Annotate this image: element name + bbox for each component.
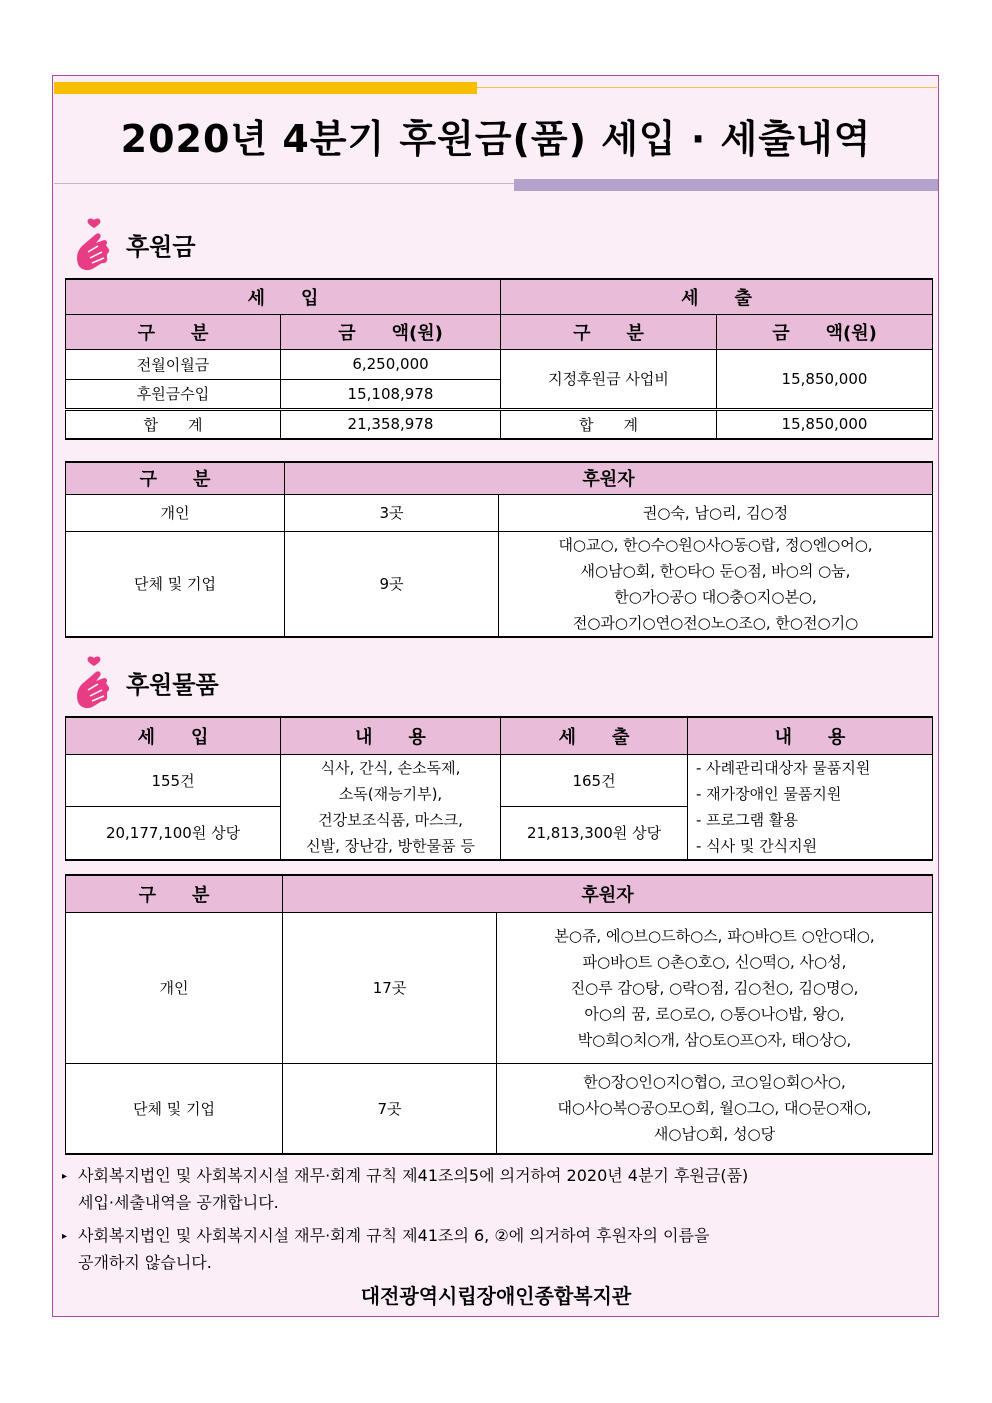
expense-count: 165건 <box>501 754 688 807</box>
donor-names-line: 본○쥬, 에○브○드하○스, 파○바○트 ○안○대○, <box>554 926 875 945</box>
donor-names-line: 한○장○인○지○협○, 코○일○회○사○, <box>583 1073 846 1092</box>
column-header-category: 구 분 <box>501 314 717 349</box>
column-header-category: 구 분 <box>66 875 283 912</box>
column-header-donor: 후원자 <box>283 875 933 912</box>
donor-names-line: 전○과○기○연○전○노○조○, 한○전○기○ <box>572 613 859 632</box>
donation-goods-table <box>65 716 933 861</box>
income-header: 세 입 <box>66 279 501 314</box>
donor-category: 개인 <box>66 494 285 531</box>
donor-names-line: 한○가○공○ 대○충○지○본○, <box>614 587 817 606</box>
income-value: 20,177,100원 상당 <box>66 807 281 860</box>
section-heading-donations <box>74 218 196 272</box>
goods-item-line: 신발, 장난감, 방한물품 등 <box>306 836 475 855</box>
goods-use-line: - 사례관리대상자 물품지원 <box>696 758 871 777</box>
donor-names <box>497 1063 933 1154</box>
donor-count: 3곳 <box>285 494 499 531</box>
goods-item-line: 건강보조식품, 마스크, <box>318 810 463 829</box>
expense-amount: 15,850,000 <box>717 349 933 409</box>
donor-category: 단체 및 기업 <box>66 1063 283 1154</box>
column-header-amount: 금 액(원) <box>717 314 933 349</box>
donor-count: 7곳 <box>283 1063 497 1154</box>
donation-money-table <box>65 278 933 440</box>
donor-names <box>497 912 933 1063</box>
column-header-donor: 후원자 <box>285 462 933 494</box>
goods-item-line: 소독(재능기부), <box>338 784 443 803</box>
note-line: 세입·세출내역을 공개합니다. <box>78 1192 279 1212</box>
section-heading-goods <box>74 656 219 710</box>
goods-use-line: - 식사 및 간식지원 <box>696 836 818 855</box>
income-total: 21,358,978 <box>281 409 501 439</box>
total-label: 합 계 <box>66 409 281 439</box>
goods-item-line: 식사, 간식, 손소독제, <box>320 758 461 777</box>
decorative-yellow-line <box>477 87 937 88</box>
note-line: 공개하지 않습니다. <box>78 1252 212 1272</box>
table-cell: 후원금수입 <box>66 379 281 409</box>
table-cell: 6,250,000 <box>281 349 501 379</box>
organization-name: 대전광역시립장애인종합복지관 <box>360 1284 632 1308</box>
decorative-yellow-bar <box>54 82 477 94</box>
bullet-icon: ▸ <box>62 1230 68 1242</box>
donor-names-line: 진○루 감○탕, ○락○점, 김○천○, 김○명○, <box>570 978 859 997</box>
donor-names-line: 대○교○, 한○수○원○사○동○랍, 정○엔○어○, <box>558 535 873 554</box>
goods-use-line: - 재가장애인 물품지원 <box>696 784 842 803</box>
donor-names-line: 박○희○치○개, 삼○토○프○자, 태○상○, <box>577 1030 852 1049</box>
content-header: 내 용 <box>688 717 933 754</box>
column-header-category: 구 분 <box>66 314 281 349</box>
expense-value: 21,813,300원 상당 <box>501 807 688 860</box>
section-label: 후원금 <box>126 233 196 261</box>
donor-names-line: 아○의 꿈, 로○로○, ○통○나○밥, 왕○, <box>584 1004 845 1023</box>
expense-header: 세 출 <box>501 279 933 314</box>
donor-count: 17곳 <box>283 912 497 1063</box>
content-header: 내 용 <box>281 717 501 754</box>
finger-heart-icon <box>74 218 114 272</box>
note-privacy <box>62 1223 709 1276</box>
column-header-category: 구 분 <box>66 462 285 494</box>
expense-total: 15,850,000 <box>717 409 933 439</box>
expense-header: 세 출 <box>501 717 688 754</box>
donor-names-line: 새○남○회, 성○당 <box>653 1125 776 1144</box>
donor-category: 개인 <box>66 912 283 1063</box>
donor-table-goods <box>65 874 933 1155</box>
expense-item: 지정후원금 사업비 <box>501 349 717 409</box>
goods-use-line: - 프로그램 활용 <box>696 810 798 829</box>
note-line: 사회복지법인 및 사회복지시설 재무·회계 규칙 제41조의5에 의거하여 2020년 4분기 후원금(품) <box>78 1166 749 1185</box>
donor-names-line: 파○바○트 ○촌○호○, 신○떡○, 사○성, <box>582 952 847 971</box>
decorative-divider <box>54 183 514 184</box>
finger-heart-icon <box>74 656 114 710</box>
income-header: 세 입 <box>66 717 281 754</box>
donor-names: 권○숙, 남○리, 김○정 <box>499 494 933 531</box>
donor-names <box>499 531 933 637</box>
table-cell: 전월이월금 <box>66 349 281 379</box>
total-label: 합 계 <box>501 409 717 439</box>
donor-names-line: 대○사○복○공○모○회, 월○그○, 대○문○재○, <box>557 1099 872 1118</box>
column-header-amount: 금 액(원) <box>281 314 501 349</box>
goods-items <box>281 754 501 860</box>
bullet-icon: ▸ <box>62 1170 68 1182</box>
goods-uses <box>688 754 933 860</box>
table-cell: 15,108,978 <box>281 379 501 409</box>
decorative-purple-bar <box>514 179 938 191</box>
donor-count: 9곳 <box>285 531 499 637</box>
donor-table-money <box>65 461 933 638</box>
income-count: 155건 <box>66 754 281 807</box>
donor-names-line: 새○남○회, 한○타○ 둔○점, 바○의 ○눔, <box>580 561 851 580</box>
donor-category: 단체 및 기업 <box>66 531 285 637</box>
note-disclosure <box>62 1163 748 1216</box>
section-label: 후원물품 <box>126 671 219 699</box>
page-title: 2020년 4분기 후원금(품) 세입 · 세출내역 <box>120 117 872 161</box>
note-line: 사회복지법인 및 사회복지시설 재무·회계 규칙 제41조의 6, ②에 의거하여 후원자의 이름을 <box>78 1226 710 1245</box>
